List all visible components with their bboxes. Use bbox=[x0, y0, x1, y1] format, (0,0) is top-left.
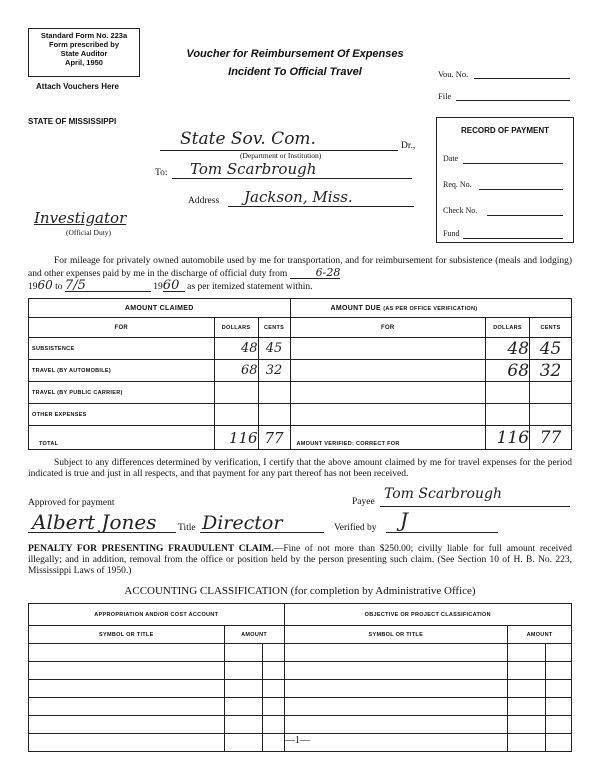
statement-to-value: 7/5 bbox=[65, 280, 151, 292]
for-header-left: FOR bbox=[29, 318, 215, 338]
title-label: Title bbox=[178, 523, 196, 533]
row-cents: 32 bbox=[258, 360, 290, 382]
verified-line bbox=[386, 532, 498, 533]
statement-to-label: to bbox=[55, 282, 63, 292]
file-line bbox=[456, 100, 570, 101]
accounting-row bbox=[29, 680, 572, 698]
address-label: Address bbox=[188, 196, 220, 206]
payee-signature: Tom Scarbrough bbox=[384, 486, 502, 502]
record-req: Req. No. bbox=[443, 180, 472, 189]
title-line2: Incident To Official Travel bbox=[228, 66, 362, 78]
row-cents: 45 bbox=[258, 338, 290, 360]
cents-header-right: CENTS bbox=[530, 318, 572, 338]
form-auditor: State Auditor bbox=[60, 49, 108, 58]
record-date: Date bbox=[443, 154, 459, 163]
amount-header-right: AMOUNT bbox=[508, 626, 572, 644]
record-check-line bbox=[487, 215, 563, 216]
statement-text: For mileage for privately owned automobile used by me for transportation, and for reimbursement for subsistence (meals and lodging) and other expenses paid by me in the discharge of official duty from bbox=[28, 256, 572, 279]
row-label: SUBSISTENCE bbox=[29, 338, 215, 360]
dollars-header-left: DOLLARS bbox=[214, 318, 258, 338]
row-due-cents: 45 bbox=[530, 338, 572, 360]
record-date-line bbox=[463, 163, 563, 164]
claims-row-travel-public bbox=[29, 382, 572, 404]
row-due-cents: 32 bbox=[530, 360, 572, 382]
objective-header: OBJECTIVE OR PROJECT CLASSIFICATION bbox=[284, 604, 571, 626]
verified-dollars: 116 bbox=[486, 426, 530, 450]
record-fund-line bbox=[463, 238, 563, 239]
accounting-title: ACCOUNTING CLASSIFICATION bbox=[124, 585, 288, 597]
dr-label: Dr., bbox=[401, 141, 416, 151]
amount-due-header: AMOUNT DUE (AS PER OFFICE VERIFICATION) bbox=[290, 299, 571, 318]
accounting-table bbox=[28, 603, 572, 752]
state-label: STATE OF MISSISSIPPI bbox=[28, 117, 117, 126]
address-value: Jackson, Miss. bbox=[244, 188, 353, 206]
claims-row-subsistence bbox=[29, 338, 572, 360]
form-title bbox=[165, 45, 425, 81]
department-value: State Sov. Com. bbox=[180, 129, 316, 149]
claims-row-travel-auto bbox=[29, 360, 572, 382]
statement-from: 6-28 bbox=[290, 267, 341, 279]
row-dollars: 48 bbox=[214, 338, 258, 360]
for-header-right: FOR bbox=[290, 318, 486, 338]
to-value: Tom Scarbrough bbox=[190, 160, 317, 178]
accounting-row bbox=[29, 716, 572, 734]
verified-signature: J bbox=[400, 508, 409, 532]
statement-paragraph bbox=[28, 256, 572, 280]
title-line1: Voucher for Reimbursement Of Expenses bbox=[186, 48, 404, 60]
record-title: RECORD OF PAYMENT bbox=[460, 126, 549, 135]
record-of-payment-box bbox=[436, 117, 574, 243]
claims-table bbox=[28, 298, 572, 450]
address-line bbox=[228, 206, 414, 207]
accounting-note: (for completion by Administrative Office) bbox=[290, 585, 476, 597]
approved-line bbox=[28, 532, 176, 533]
title-value: Director bbox=[202, 512, 283, 534]
symbol-header-left: SYMBOL OR TITLE bbox=[29, 626, 225, 644]
amount-header-left: AMOUNT bbox=[224, 626, 284, 644]
row-due-dollars: 68 bbox=[486, 360, 530, 382]
penalty-heading: PENALTY FOR PRESENTING FRAUDULENT CLAIM. bbox=[28, 544, 274, 554]
row-label: TRAVEL (BY PUBLIC CARRIER) bbox=[29, 382, 215, 404]
to-label: To: bbox=[155, 168, 168, 178]
accounting-row bbox=[29, 662, 572, 680]
symbol-header-right: SYMBOL OR TITLE bbox=[284, 626, 508, 644]
certification-paragraph: Subject to any differences determined by verification, I certify that the above amount claimed by me for travel expenses for the period indicated is true and just in all respects, and that payment for any part thereof has not been received. bbox=[28, 458, 572, 479]
appropriation-header: APPROPRIATION AND/OR COST ACCOUNT bbox=[29, 604, 285, 626]
duty-value: Investigator bbox=[34, 209, 127, 227]
cents-header-left: CENTS bbox=[258, 318, 290, 338]
statement-suffix: as per itemized statement within. bbox=[187, 282, 313, 292]
statement-year-prefix: 19 bbox=[28, 282, 38, 292]
approved-signature: Albert Jones bbox=[32, 510, 157, 534]
record-check: Check No. bbox=[443, 206, 478, 215]
payee-label: Payee bbox=[352, 497, 375, 507]
statement-to-year: 60 bbox=[163, 280, 185, 292]
claims-row-total bbox=[29, 426, 572, 450]
verified-label: AMOUNT VERIFIED: CORRECT FOR bbox=[290, 426, 486, 450]
dollars-header-right: DOLLARS bbox=[486, 318, 530, 338]
form-number: Standard Form No. 223a bbox=[40, 31, 128, 40]
claims-row-other bbox=[29, 404, 572, 426]
form-prescribed: Form prescribed by bbox=[48, 40, 120, 49]
accounting-heading bbox=[28, 585, 572, 597]
vou-line bbox=[474, 78, 570, 79]
record-fund: Fund bbox=[443, 229, 460, 238]
row-due-dollars: 48 bbox=[486, 338, 530, 360]
statement-year2-prefix: 19 bbox=[153, 282, 163, 292]
row-dollars: 68 bbox=[214, 360, 258, 382]
total-cents: 77 bbox=[258, 426, 290, 450]
penalty-text: —Fine of not more than $250.00; civilly liable for full amount received illegally; and in addition, removal from the office or position held by the person presenting such claim. (See Section 10 of H. B. No. 223, Mississippi Laws of 1950.) bbox=[28, 544, 572, 576]
accounting-row bbox=[29, 698, 572, 716]
total-label: TOTAL bbox=[29, 426, 215, 450]
approved-label: Approved for payment bbox=[28, 498, 115, 508]
total-dollars: 116 bbox=[214, 426, 258, 450]
attach-note: Attach Vouchers Here bbox=[36, 82, 119, 91]
vou-label: Vou. No. bbox=[438, 69, 469, 79]
page-number: —1— bbox=[285, 735, 310, 746]
verified-cents: 77 bbox=[530, 426, 572, 450]
file-label: File bbox=[438, 91, 452, 101]
penalty-paragraph bbox=[28, 544, 572, 577]
to-line bbox=[172, 178, 412, 179]
statement-from-year: 60 bbox=[37, 278, 53, 292]
accounting-row bbox=[29, 644, 572, 662]
payee-line bbox=[380, 506, 570, 507]
statement-line2 bbox=[28, 280, 572, 293]
verified-by-label: Verified by bbox=[334, 523, 377, 533]
form-id-box bbox=[28, 28, 140, 77]
amount-claimed-header: AMOUNT CLAIMED bbox=[29, 299, 291, 318]
record-req-line bbox=[479, 189, 563, 190]
row-label: OTHER EXPENSES bbox=[29, 404, 215, 426]
title-line bbox=[200, 532, 324, 533]
row-label: TRAVEL (BY AUTOMOBILE) bbox=[29, 360, 215, 382]
form-date: April, 1950 bbox=[65, 58, 103, 67]
duty-caption: (Official Duty) bbox=[66, 228, 112, 237]
department-caption: (Department or Institution) bbox=[240, 151, 322, 160]
